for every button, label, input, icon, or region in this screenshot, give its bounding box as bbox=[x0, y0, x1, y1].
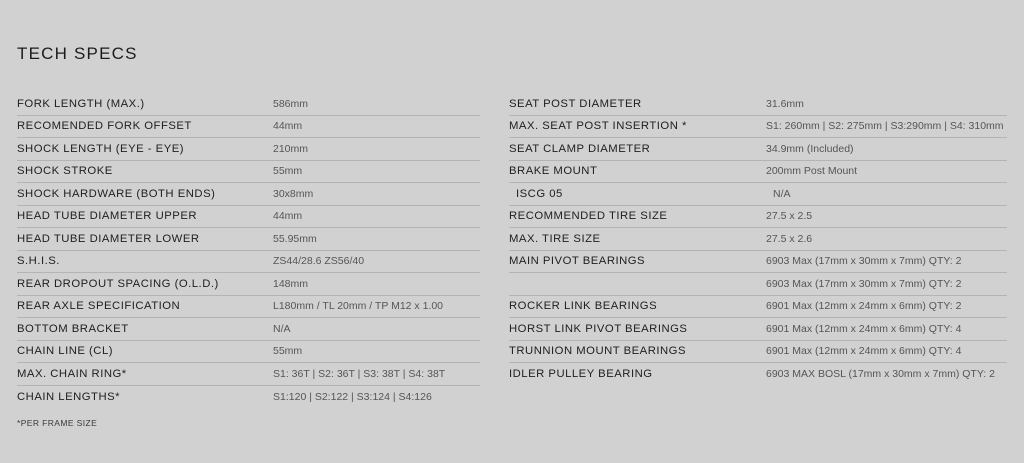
spec-value: 200mm Post Mount bbox=[766, 165, 858, 178]
spec-row bbox=[17, 273, 480, 296]
spec-row bbox=[509, 296, 1007, 319]
spec-value: 34.9mm (Included) bbox=[766, 142, 854, 155]
spec-label: FORK LENGTH (MAX.) bbox=[17, 97, 145, 110]
spec-label: RECOMMENDED TIRE SIZE bbox=[509, 210, 668, 223]
spec-row bbox=[17, 93, 480, 116]
spec-label: SEAT CLAMP DIAMETER bbox=[509, 142, 651, 155]
spec-value: N/A bbox=[773, 187, 791, 200]
spec-label: CHAIN LENGTHS* bbox=[17, 390, 121, 403]
spec-row bbox=[509, 138, 1007, 161]
spec-label: RECOMENDED FORK OFFSET bbox=[17, 120, 192, 133]
spec-row bbox=[509, 116, 1007, 139]
page-title: TECH SPECS bbox=[17, 44, 138, 63]
spec-label: SHOCK LENGTH (EYE - EYE) bbox=[17, 142, 185, 155]
spec-row bbox=[509, 318, 1007, 341]
spec-value: 31.6mm bbox=[766, 97, 804, 110]
spec-value: 6903 Max (17mm x 30mm x 7mm) QTY: 2 bbox=[766, 277, 962, 290]
spec-row bbox=[509, 341, 1007, 364]
spec-label: SEAT POST DIAMETER bbox=[509, 97, 642, 110]
spec-label: CHAIN LINE (CL) bbox=[17, 345, 114, 358]
spec-label: REAR AXLE SPECIFICATION bbox=[17, 300, 181, 313]
spec-row bbox=[17, 251, 480, 274]
spec-value: L180mm / TL 20mm / TP M12 x 1.00 bbox=[273, 300, 444, 313]
spec-row bbox=[509, 228, 1007, 251]
spec-label: MAX. CHAIN RING* bbox=[17, 367, 127, 380]
spec-row bbox=[509, 363, 1007, 386]
spec-row bbox=[509, 206, 1007, 229]
spec-value: 148mm bbox=[273, 277, 309, 290]
spec-row bbox=[17, 228, 480, 251]
spec-value: 44mm bbox=[273, 210, 303, 223]
spec-value: 27.5 x 2.6 bbox=[766, 232, 813, 245]
spec-value: S1:120 | S2:122 | S3:124 | S4:126 bbox=[273, 390, 432, 403]
spec-value: 55mm bbox=[273, 345, 303, 358]
spec-row bbox=[509, 93, 1007, 116]
spec-row bbox=[17, 206, 480, 229]
spec-value: 6901 Max (12mm x 24mm x 6mm) QTY: 4 bbox=[766, 322, 962, 335]
spec-value: N/A bbox=[273, 322, 291, 335]
spec-value: 55mm bbox=[273, 165, 303, 178]
specs-right-column bbox=[509, 93, 1007, 386]
spec-value: 6901 Max (12mm x 24mm x 6mm) QTY: 4 bbox=[766, 345, 962, 358]
spec-value: 27.5 x 2.5 bbox=[766, 210, 813, 223]
spec-label: HEAD TUBE DIAMETER UPPER bbox=[17, 210, 198, 223]
spec-value: S1: 36T | S2: 36T | S3: 38T | S4: 38T bbox=[273, 367, 446, 380]
spec-label: HORST LINK PIVOT BEARINGS bbox=[509, 322, 688, 335]
spec-label: BOTTOM BRACKET bbox=[17, 322, 129, 335]
spec-row bbox=[17, 116, 480, 139]
spec-value: ZS44/28.6 ZS56/40 bbox=[273, 255, 365, 268]
spec-row bbox=[17, 161, 480, 184]
spec-label: MAX. SEAT POST INSERTION * bbox=[509, 120, 687, 133]
spec-label: S.H.I.S. bbox=[17, 255, 60, 268]
specs-left-column bbox=[17, 93, 480, 408]
spec-label: ISCG 05 bbox=[516, 187, 563, 200]
spec-label: SHOCK HARDWARE (BOTH ENDS) bbox=[17, 187, 216, 200]
spec-label: IDLER PULLEY BEARING bbox=[509, 368, 653, 381]
spec-row bbox=[17, 138, 480, 161]
spec-label: BRAKE MOUNT bbox=[509, 165, 598, 178]
spec-value: 6903 Max (17mm x 30mm x 7mm) QTY: 2 bbox=[766, 255, 962, 268]
spec-label: ROCKER LINK BEARINGS bbox=[509, 300, 658, 313]
spec-row bbox=[509, 161, 1007, 184]
spec-row bbox=[17, 318, 480, 341]
spec-row bbox=[17, 183, 480, 206]
spec-row bbox=[509, 273, 1007, 296]
spec-row bbox=[17, 363, 480, 386]
spec-row bbox=[17, 341, 480, 364]
spec-row bbox=[509, 251, 1007, 274]
spec-label: TRUNNION MOUNT BEARINGS bbox=[509, 345, 686, 358]
spec-label: SHOCK STROKE bbox=[17, 165, 113, 178]
spec-value: 586mm bbox=[273, 97, 309, 110]
spec-label: MAX. TIRE SIZE bbox=[509, 232, 601, 245]
spec-row bbox=[17, 296, 480, 319]
spec-value: 30x8mm bbox=[273, 187, 314, 200]
spec-value: 6901 Max (12mm x 24mm x 6mm) QTY: 2 bbox=[766, 300, 962, 313]
spec-value: 6903 MAX BOSL (17mm x 30mm x 7mm) QTY: 2 bbox=[766, 368, 995, 381]
spec-row bbox=[17, 386, 480, 409]
spec-label: REAR DROPOUT SPACING (O.L.D.) bbox=[17, 277, 219, 290]
spec-label: HEAD TUBE DIAMETER LOWER bbox=[17, 232, 200, 245]
spec-value: 55.95mm bbox=[273, 232, 317, 245]
footnote: *PER FRAME SIZE bbox=[17, 418, 98, 428]
spec-row bbox=[509, 183, 1007, 206]
spec-value: 44mm bbox=[273, 120, 303, 133]
spec-label: MAIN PIVOT BEARINGS bbox=[509, 255, 646, 268]
spec-value: S1: 260mm | S2: 275mm | S3:290mm | S4: 310mm bbox=[766, 120, 1004, 133]
spec-value: 210mm bbox=[273, 142, 309, 155]
